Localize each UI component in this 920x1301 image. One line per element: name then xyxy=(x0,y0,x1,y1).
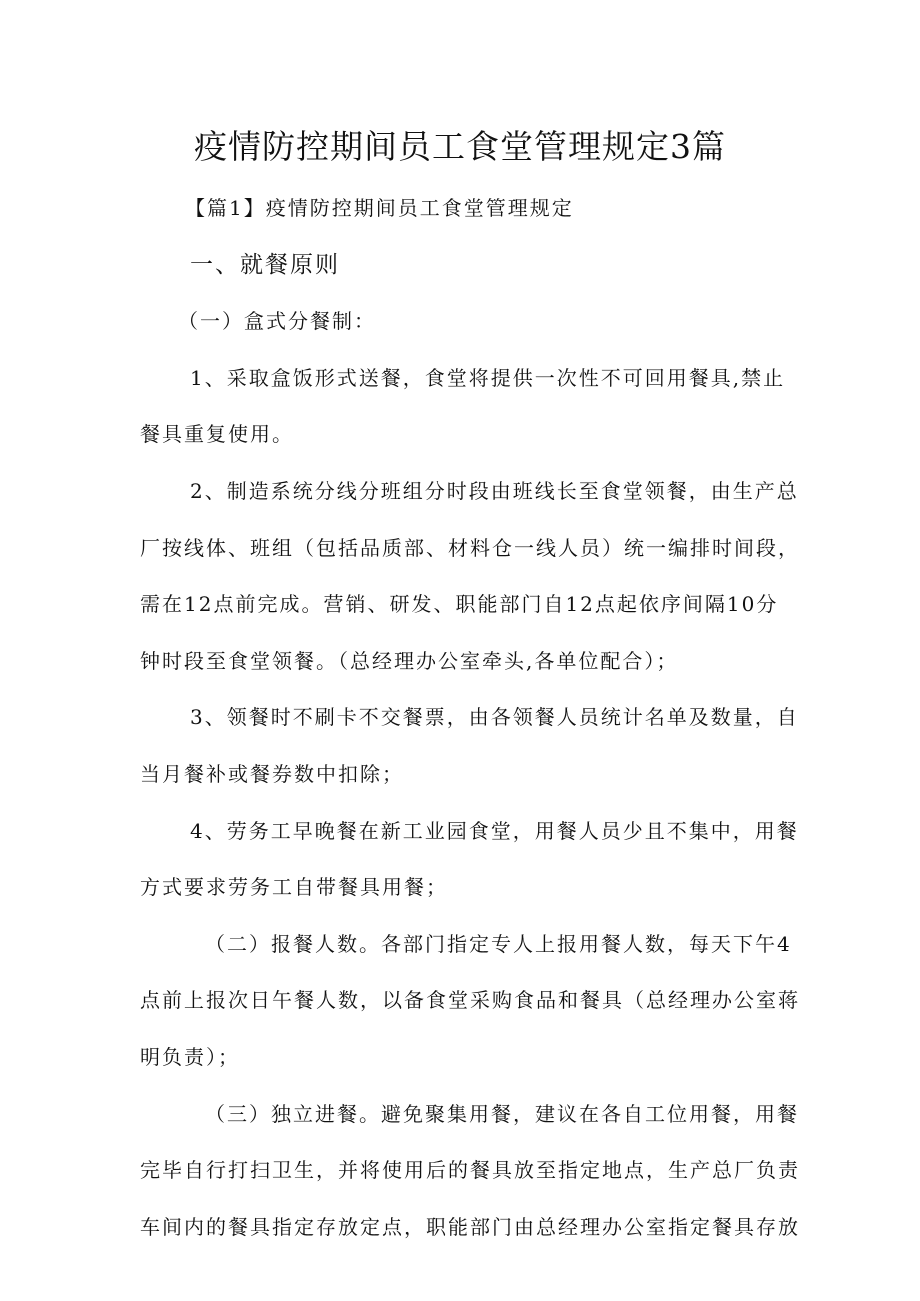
paragraph-line: 2、制造系统分线分班组分时段由班线长至食堂领餐，由生产总 xyxy=(190,478,799,503)
paragraph-line: 4、劳务工早晚餐在新工业园食堂，用餐人员少且不集中，用餐 xyxy=(190,818,799,843)
paragraph-line: 1、采取盒饭形式送餐，食堂将提供一次性不可回用餐具,禁止 xyxy=(190,365,786,390)
paragraph-line: 方式要求劳务工自带餐具用餐； xyxy=(140,875,448,900)
paragraph-line: （三）独立进餐。避免聚集用餐，建议在各自工位用餐，用餐 xyxy=(205,1101,799,1126)
paragraph-line: 完毕自行打扫卫生，并将使用后的餐具放至指定地点，生产总厂负责 xyxy=(140,1158,800,1183)
paragraph-line: 当月餐补或餐券数中扣除； xyxy=(140,761,404,786)
document-body xyxy=(140,180,820,1255)
paragraph-line: 3、领餐时不刷卡不交餐票，由各领餐人员统计名单及数量，自 xyxy=(190,705,799,730)
paragraph-line: （二）报餐人数。各部门指定专人上报用餐人数，每天下午4 xyxy=(205,931,792,956)
paragraph-line: 车间内的餐具指定存放定点，职能部门由总经理办公室指定餐具存放 xyxy=(140,1214,800,1239)
paragraph-line: 需在12点前完成。营销、研发、职能部门自12点起依序间隔10分 xyxy=(140,592,779,617)
section-heading: 一、就餐原则 xyxy=(190,251,340,278)
chapter-heading: 【篇1】疫情防控期间员工食堂管理规定 xyxy=(185,196,574,220)
subsection-heading: （一）盒式分餐制： xyxy=(178,309,376,334)
document-title: 疫情防控期间员工食堂管理规定3篇 xyxy=(194,127,726,166)
paragraph-line: 明负责）； xyxy=(140,1044,240,1069)
paragraph-line: 钟时段至食堂领餐。（总经理办公室牵头,各单位配合）； xyxy=(140,648,679,673)
paragraph-line: 厂按线体、班组（包括品质部、材料仓一线人员）统一编排时间段， xyxy=(140,535,800,560)
paragraph-line: 点前上报次日午餐人数，以备食堂采购食品和餐具（总经理办公室蒋 xyxy=(140,988,800,1013)
paragraph-line: 餐具重复使用。 xyxy=(140,422,294,447)
